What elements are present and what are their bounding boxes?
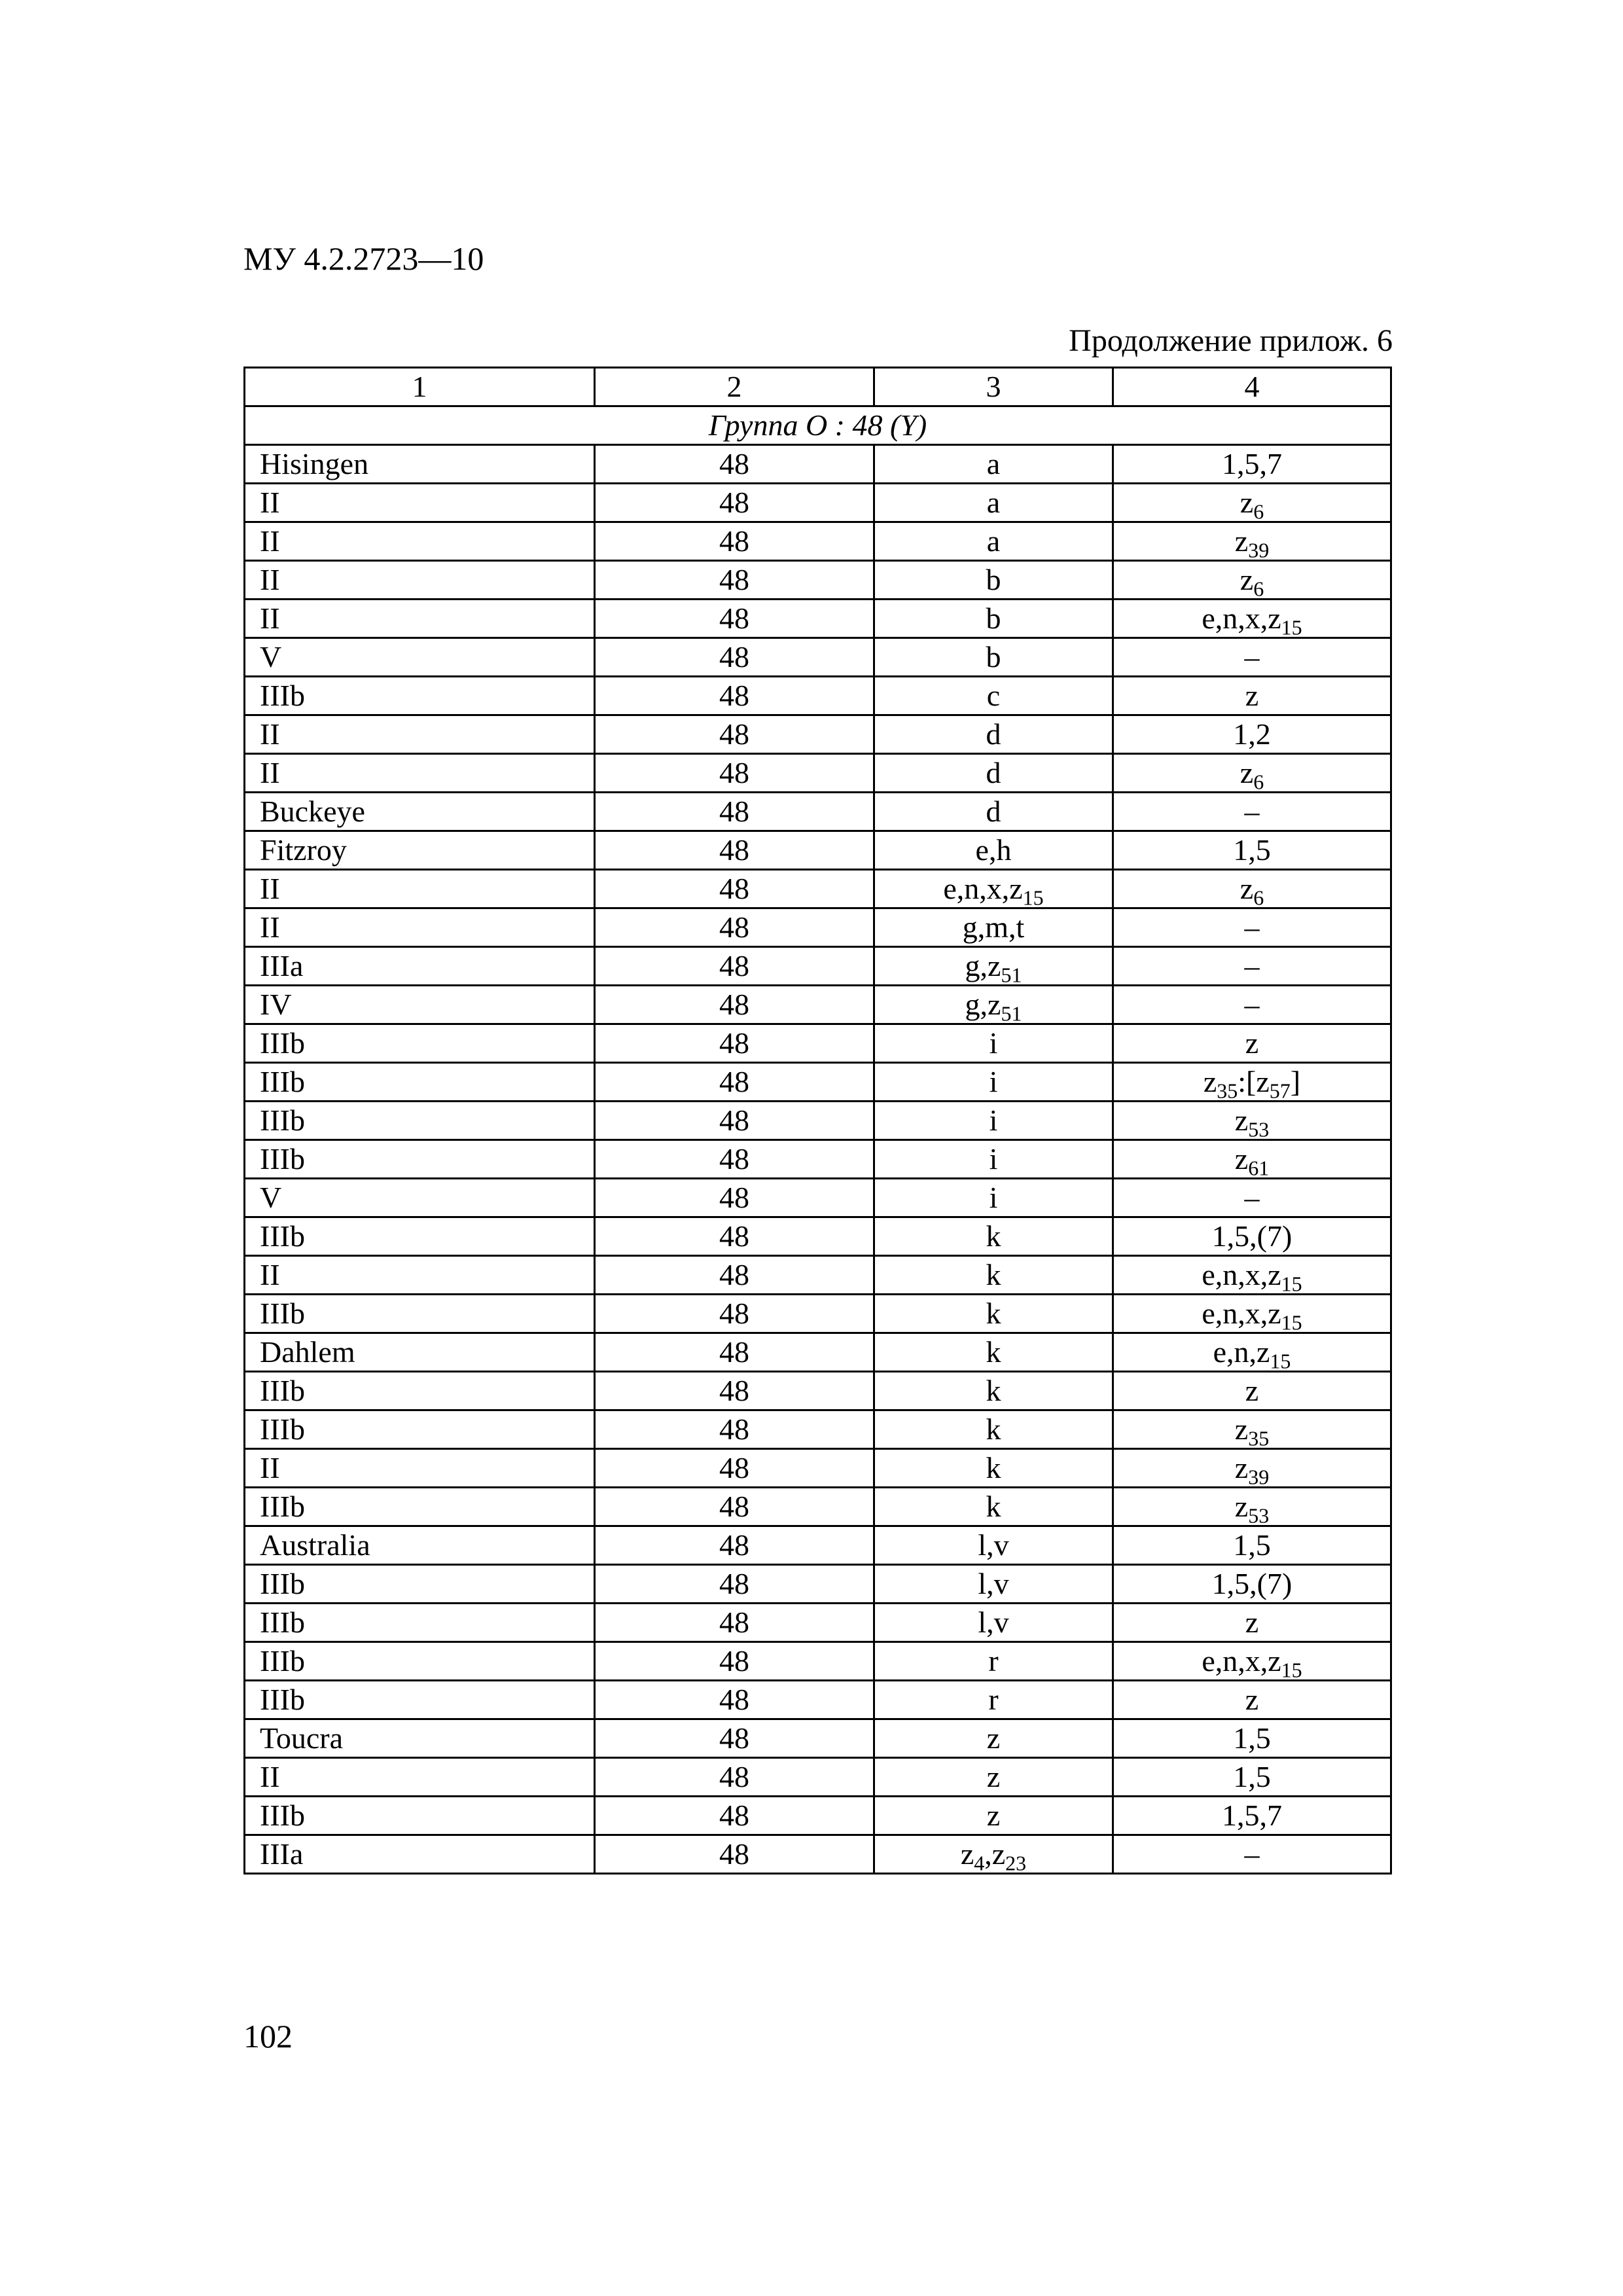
h-phase2-cell: z <box>1113 1681 1391 1719</box>
h-phase1-cell: k <box>874 1488 1113 1526</box>
h-phase2-cell: 1,5 <box>1113 1758 1391 1797</box>
table-row <box>245 1681 1391 1719</box>
o-antigen-cell: 48 <box>595 1565 874 1604</box>
table-row <box>245 1526 1391 1565</box>
serovar-cell: IIIb <box>245 1024 595 1063</box>
o-antigen-cell: 48 <box>595 1410 874 1449</box>
o-antigen-cell: 48 <box>595 1797 874 1835</box>
serovar-cell: II <box>245 561 595 600</box>
table-row <box>245 1179 1391 1217</box>
serovar-cell: IIIb <box>245 1565 595 1604</box>
o-antigen-cell: 48 <box>595 1102 874 1140</box>
o-antigen-cell: 48 <box>595 677 874 715</box>
h-phase1-cell: a <box>874 484 1113 522</box>
table-row <box>245 1333 1391 1372</box>
o-antigen-cell: 48 <box>595 445 874 484</box>
h-phase2-cell: 1,5,7 <box>1113 445 1391 484</box>
h-phase2-cell: – <box>1113 1835 1391 1874</box>
h-phase1-cell: d <box>874 715 1113 754</box>
serovar-cell: V <box>245 1179 595 1217</box>
serovar-cell: II <box>245 1758 595 1797</box>
serovar-cell: Toucra <box>245 1719 595 1758</box>
h-phase2-cell: $z_{39}$ <box>1113 1449 1391 1488</box>
h-phase2-cell: $z_{35}:[z_{57}]$ <box>1113 1063 1391 1102</box>
h-phase2-cell: $z_{35}$ <box>1113 1410 1391 1449</box>
h-phase2-cell: 1,5,(7) <box>1113 1217 1391 1256</box>
serovar-cell: Hisingen <box>245 445 595 484</box>
o-antigen-cell: 48 <box>595 831 874 870</box>
h-phase1-cell: i <box>874 1179 1113 1217</box>
o-antigen-cell: 48 <box>595 870 874 908</box>
h-phase2-cell: – <box>1113 1179 1391 1217</box>
table-row <box>245 754 1391 793</box>
table-row <box>245 793 1391 831</box>
column-header: 4 <box>1113 368 1391 406</box>
table-row <box>245 1758 1391 1797</box>
document-code: МУ 4.2.2723—10 <box>243 240 484 277</box>
h-phase2-cell: $z_6$ <box>1113 754 1391 793</box>
h-phase2-cell: $e,n,x,z_{15}$ <box>1113 1642 1391 1681</box>
o-antigen-cell: 48 <box>595 1333 874 1372</box>
h-phase2-cell: z <box>1113 1604 1391 1642</box>
o-antigen-cell: 48 <box>595 1526 874 1565</box>
serovar-cell: II <box>245 908 595 947</box>
serovar-cell: II <box>245 484 595 522</box>
table-row <box>245 1217 1391 1256</box>
table-row <box>245 870 1391 908</box>
continuation-label: Продолжение прилож. 6 <box>1069 323 1393 358</box>
h-phase1-cell: c <box>874 677 1113 715</box>
h-phase1-cell: i <box>874 1102 1113 1140</box>
o-antigen-cell: 48 <box>595 1681 874 1719</box>
h-phase1-cell: k <box>874 1295 1113 1333</box>
h-phase1-cell: a <box>874 445 1113 484</box>
table-row <box>245 677 1391 715</box>
table-row <box>245 986 1391 1024</box>
serovar-cell: Dahlem <box>245 1333 595 1372</box>
o-antigen-cell: 48 <box>595 1256 874 1295</box>
table-row <box>245 831 1391 870</box>
h-phase2-cell: z <box>1113 1024 1391 1063</box>
h-phase2-cell: $e,n,x,z_{15}$ <box>1113 600 1391 638</box>
h-phase1-cell: z <box>874 1758 1113 1797</box>
table-row <box>245 1102 1391 1140</box>
o-antigen-cell: 48 <box>595 1372 874 1410</box>
h-phase1-cell: l,v <box>874 1604 1113 1642</box>
serovar-cell: IIIb <box>245 1372 595 1410</box>
table-row <box>245 1295 1391 1333</box>
serovar-cell: IIIb <box>245 1642 595 1681</box>
table-row <box>245 947 1391 986</box>
h-phase1-cell: z <box>874 1719 1113 1758</box>
h-phase2-cell: – <box>1113 793 1391 831</box>
o-antigen-cell: 48 <box>595 1488 874 1526</box>
table-row <box>245 1410 1391 1449</box>
h-phase2-cell: 1,5,(7) <box>1113 1565 1391 1604</box>
serovar-cell: IIIb <box>245 1295 595 1333</box>
h-phase1-cell: $g,z_{51}$ <box>874 986 1113 1024</box>
h-phase1-cell: $e,n,x,z_{15}$ <box>874 870 1113 908</box>
h-phase2-cell: z <box>1113 1372 1391 1410</box>
o-antigen-cell: 48 <box>595 947 874 986</box>
group-title: Группа O : 48 (Y) <box>245 406 1391 445</box>
h-phase1-cell: k <box>874 1333 1113 1372</box>
table-row <box>245 1024 1391 1063</box>
h-phase2-cell: 1,5 <box>1113 1526 1391 1565</box>
h-phase2-cell: $z_6$ <box>1113 561 1391 600</box>
h-phase2-cell: $z_6$ <box>1113 870 1391 908</box>
table-row <box>245 1449 1391 1488</box>
o-antigen-cell: 48 <box>595 1758 874 1797</box>
o-antigen-cell: 48 <box>595 1140 874 1179</box>
serovar-cell: II <box>245 1256 595 1295</box>
h-phase2-cell: $z_{61}$ <box>1113 1140 1391 1179</box>
h-phase2-cell: – <box>1113 908 1391 947</box>
h-phase1-cell: $z_4,z_{23}$ <box>874 1835 1113 1874</box>
table-header-row <box>245 368 1391 406</box>
table-row <box>245 638 1391 677</box>
h-phase1-cell: k <box>874 1410 1113 1449</box>
o-antigen-cell: 48 <box>595 793 874 831</box>
h-phase1-cell: $g,z_{51}$ <box>874 947 1113 986</box>
group-row <box>245 406 1391 445</box>
h-phase1-cell: k <box>874 1372 1113 1410</box>
serovar-cell: II <box>245 715 595 754</box>
h-phase1-cell: g,m,t <box>874 908 1113 947</box>
table-row <box>245 1256 1391 1295</box>
serovar-cell: IIIb <box>245 1488 595 1526</box>
h-phase1-cell: e,h <box>874 831 1113 870</box>
h-phase1-cell: b <box>874 600 1113 638</box>
h-phase1-cell: k <box>874 1256 1113 1295</box>
h-phase1-cell: z <box>874 1797 1113 1835</box>
serovar-cell: Fitzroy <box>245 831 595 870</box>
h-phase2-cell: $e,n,x,z_{15}$ <box>1113 1295 1391 1333</box>
o-antigen-cell: 48 <box>595 1719 874 1758</box>
serovar-cell: IIIb <box>245 1410 595 1449</box>
h-phase2-cell: 1,5 <box>1113 831 1391 870</box>
serovar-cell: II <box>245 1449 595 1488</box>
serovar-cell: IIIb <box>245 1063 595 1102</box>
h-phase1-cell: a <box>874 522 1113 561</box>
o-antigen-cell: 48 <box>595 1604 874 1642</box>
serovar-cell: IIIa <box>245 1835 595 1874</box>
h-phase1-cell: b <box>874 561 1113 600</box>
table-row <box>245 561 1391 600</box>
o-antigen-cell: 48 <box>595 1642 874 1681</box>
table-row <box>245 1372 1391 1410</box>
h-phase1-cell: r <box>874 1681 1113 1719</box>
o-antigen-cell: 48 <box>595 638 874 677</box>
o-antigen-cell: 48 <box>595 600 874 638</box>
h-phase2-cell: $z_6$ <box>1113 484 1391 522</box>
o-antigen-cell: 48 <box>595 1449 874 1488</box>
o-antigen-cell: 48 <box>595 1024 874 1063</box>
serovar-cell: Australia <box>245 1526 595 1565</box>
page-number: 102 <box>243 2018 293 2054</box>
serovar-cell: IIIb <box>245 1217 595 1256</box>
h-phase1-cell: d <box>874 754 1113 793</box>
o-antigen-cell: 48 <box>595 715 874 754</box>
h-phase1-cell: b <box>874 638 1113 677</box>
serovar-cell: IIIb <box>245 1140 595 1179</box>
h-phase1-cell: k <box>874 1449 1113 1488</box>
o-antigen-cell: 48 <box>595 1217 874 1256</box>
h-phase2-cell: 1,5,7 <box>1113 1797 1391 1835</box>
table-row <box>245 715 1391 754</box>
table-row <box>245 522 1391 561</box>
h-phase2-cell: $z_{53}$ <box>1113 1488 1391 1526</box>
table-row <box>245 1140 1391 1179</box>
serovar-cell: IIIa <box>245 947 595 986</box>
serovar-cell: IV <box>245 986 595 1024</box>
serovar-cell: II <box>245 522 595 561</box>
h-phase2-cell: $z_{53}$ <box>1113 1102 1391 1140</box>
o-antigen-cell: 48 <box>595 1835 874 1874</box>
serovar-cell: II <box>245 754 595 793</box>
o-antigen-cell: 48 <box>595 986 874 1024</box>
h-phase1-cell: i <box>874 1024 1113 1063</box>
table-row <box>245 1063 1391 1102</box>
h-phase1-cell: r <box>874 1642 1113 1681</box>
table-row <box>245 1797 1391 1835</box>
h-phase2-cell: 1,5 <box>1113 1719 1391 1758</box>
serovar-cell: II <box>245 870 595 908</box>
serovar-cell: IIIb <box>245 1604 595 1642</box>
table-row <box>245 484 1391 522</box>
column-header: 2 <box>595 368 874 406</box>
o-antigen-cell: 48 <box>595 1179 874 1217</box>
serovar-cell: IIIb <box>245 1102 595 1140</box>
serovar-cell: II <box>245 600 595 638</box>
h-phase1-cell: i <box>874 1140 1113 1179</box>
column-header: 3 <box>874 368 1113 406</box>
o-antigen-cell: 48 <box>595 1063 874 1102</box>
o-antigen-cell: 48 <box>595 484 874 522</box>
serovar-cell: IIIb <box>245 1797 595 1835</box>
h-phase1-cell: d <box>874 793 1113 831</box>
table-row <box>245 1835 1391 1874</box>
serovar-table <box>243 367 1392 1874</box>
h-phase2-cell: 1,2 <box>1113 715 1391 754</box>
o-antigen-cell: 48 <box>595 908 874 947</box>
table-row <box>245 1488 1391 1526</box>
h-phase2-cell: z <box>1113 677 1391 715</box>
h-phase2-cell: $e,n,z_{15}$ <box>1113 1333 1391 1372</box>
h-phase1-cell: l,v <box>874 1565 1113 1604</box>
table-row <box>245 1719 1391 1758</box>
table-row <box>245 600 1391 638</box>
serovar-cell: V <box>245 638 595 677</box>
serovar-cell: IIIb <box>245 677 595 715</box>
table-row <box>245 1565 1391 1604</box>
h-phase1-cell: l,v <box>874 1526 1113 1565</box>
h-phase2-cell: – <box>1113 638 1391 677</box>
column-header: 1 <box>245 368 595 406</box>
o-antigen-cell: 48 <box>595 1295 874 1333</box>
o-antigen-cell: 48 <box>595 561 874 600</box>
o-antigen-cell: 48 <box>595 522 874 561</box>
h-phase2-cell: – <box>1113 986 1391 1024</box>
table-row <box>245 1604 1391 1642</box>
h-phase2-cell: $e,n,x,z_{15}$ <box>1113 1256 1391 1295</box>
table-row <box>245 445 1391 484</box>
h-phase1-cell: k <box>874 1217 1113 1256</box>
table-row <box>245 1642 1391 1681</box>
h-phase2-cell: $z_{39}$ <box>1113 522 1391 561</box>
serovar-cell: Buckeye <box>245 793 595 831</box>
o-antigen-cell: 48 <box>595 754 874 793</box>
table-row <box>245 908 1391 947</box>
h-phase1-cell: i <box>874 1063 1113 1102</box>
serovar-cell: IIIb <box>245 1681 595 1719</box>
h-phase2-cell: – <box>1113 947 1391 986</box>
